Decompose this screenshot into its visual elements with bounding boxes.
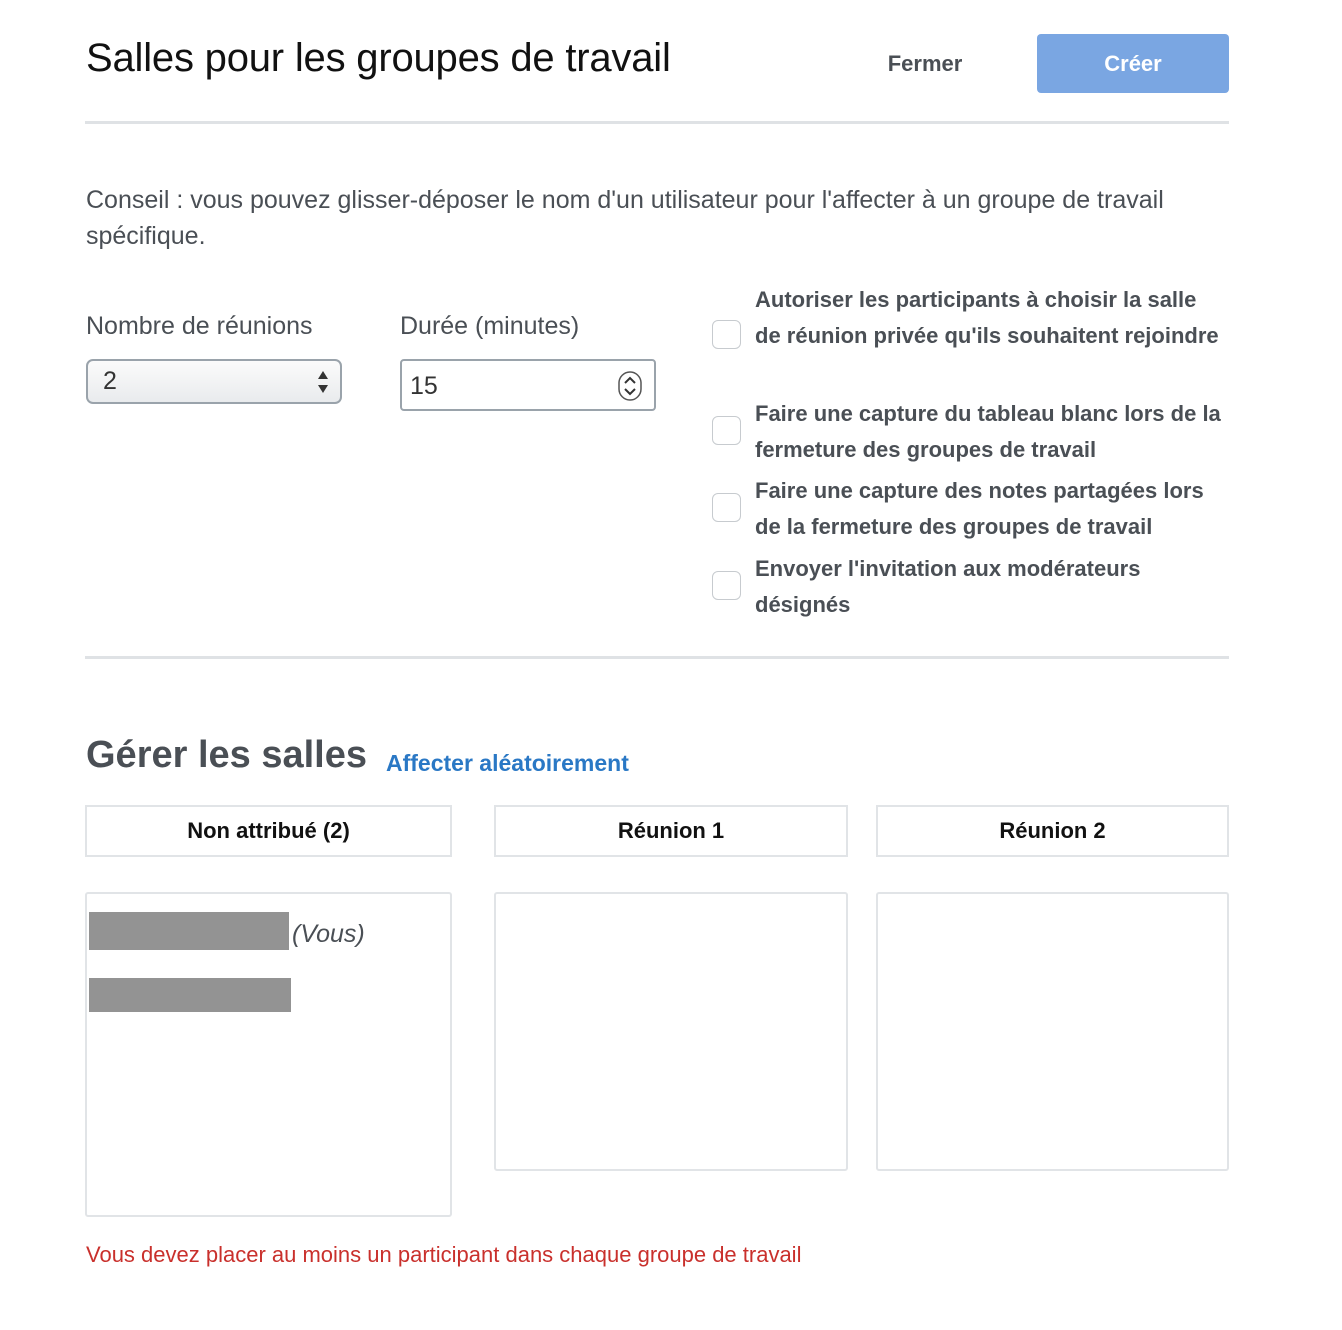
participant-self-redacted[interactable] [89,912,289,950]
option-capture-notes-checkbox[interactable] [712,493,741,522]
room-2-dropzone[interactable] [876,892,1229,1171]
header-divider [85,121,1229,124]
manage-rooms-title: Gérer les salles [86,734,367,776]
close-button[interactable]: Fermer [870,44,980,84]
stepper-icon[interactable] [618,371,642,401]
column-header-unassigned[interactable]: Non attribué (2) [85,805,452,857]
section-divider [85,656,1229,659]
random-assign-link[interactable]: Affecter aléatoirement [386,750,629,776]
duration-field [400,359,656,411]
create-button[interactable]: Créer [1037,34,1229,93]
option-capture-whiteboard-label: Faire une capture du tableau blanc lors de la fermeture des groupes de travail [755,401,1221,462]
duration-label: Durée (minutes) [400,312,580,340]
validation-error: Vous devez placer au moins un participant dans chaque groupe de travail [86,1242,802,1267]
page-title: Salles pour les groupes de travail [86,36,671,80]
room-1-dropzone[interactable] [494,892,848,1171]
option-capture-whiteboard-checkbox[interactable] [712,416,741,445]
select-arrows-icon [316,368,330,396]
option-choose-room-label: Autoriser les participants à choisir la salle de réunion privée qu'ils souhaitent rejoindre [755,287,1219,348]
rooms-count-value: 2 [103,367,117,395]
option-invite-moderators-checkbox[interactable] [712,571,741,600]
option-capture-notes-label: Faire une capture des notes partagées lors de la fermeture des groupes de travail [755,478,1204,539]
column-header-room-2[interactable]: Réunion 2 [876,805,1229,857]
duration-input[interactable] [410,369,610,403]
rooms-count-label: Nombre de réunions [86,312,313,340]
hint-text: Conseil : vous pouvez glisser-déposer le nom d'un utilisateur pour l'affecter à un groupe de travail spécifique. [86,186,1164,250]
participant-redacted[interactable] [89,978,291,1012]
rooms-count-select[interactable] [86,359,342,404]
option-choose-room-checkbox[interactable] [712,320,741,349]
column-header-room-1[interactable]: Réunion 1 [494,805,848,857]
option-invite-moderators-label: Envoyer l'invitation aux modérateurs désignés [755,556,1141,617]
unassigned-dropzone[interactable] [85,892,452,1217]
you-label: (Vous) [292,920,365,948]
